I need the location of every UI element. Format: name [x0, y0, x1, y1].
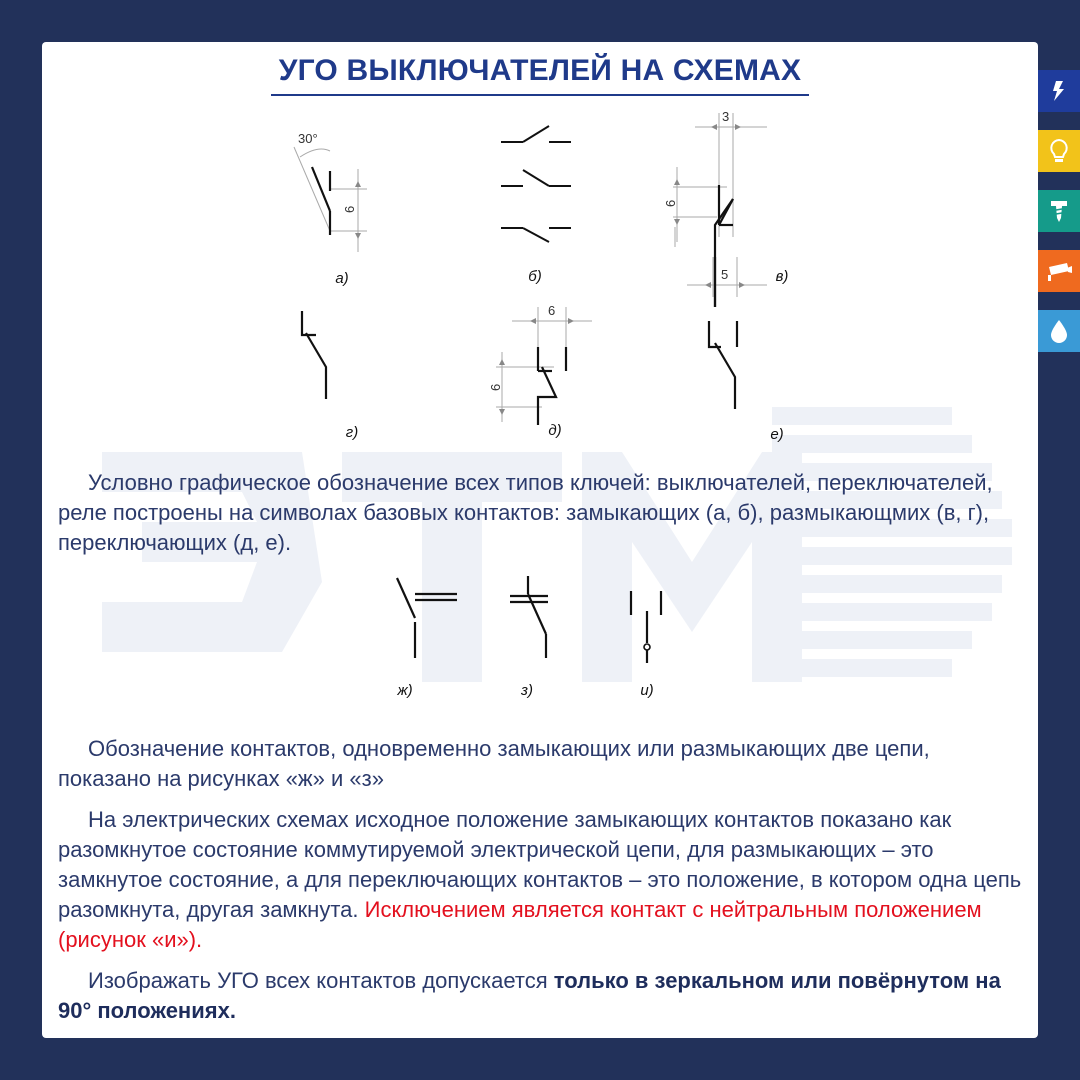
paragraph-mirroring-rule: [58, 966, 1024, 1026]
paragraph-contact-types: Условно графическое обозначение всех типов ключей: выключателей, переключателей, реле построены на символах базовых контактов: замыкающих (а, б), размыкающмих (в, г), переключающих (д, е).: [58, 470, 993, 555]
figure-i-neutral-contact: [617, 587, 677, 672]
figure-b-caption: б): [528, 268, 542, 285]
figure-e-changeover-contact: [697, 317, 757, 422]
angle-label: 30°: [298, 131, 318, 146]
paragraph-double-contacts: Обозначение контактов, одновременно замыкающих или размыкающих две цепи, показано на рисунках «ж» и «з»: [58, 736, 930, 791]
figure-z-double-contact: [502, 572, 582, 667]
mirroring-rule-emphasis: только в зеркальном или повёрнутом на 90° положениях.: [58, 968, 1001, 1023]
figure-b-closing-contacts: [497, 122, 587, 257]
tab-security[interactable]: [1038, 250, 1080, 292]
figure-zh-caption: ж): [397, 682, 413, 699]
figure-d-changeover-contact: [482, 297, 592, 432]
figure-v-opening-contact: [663, 107, 777, 302]
tab-electrical[interactable]: [1038, 70, 1080, 112]
initial-position-text: На электрических схемах исходное положение замыкающих контактов показано как разомкнутое состояние коммутируемой электрической цепи, для размыкающих – это замкнутое состояние, а для переключающих контактов – это положение, в котором одна цепь разомкнута, другая замкнута.: [58, 807, 1022, 922]
figure-v-caption: в): [775, 268, 789, 285]
tab-plumbing[interactable]: [1038, 310, 1080, 352]
content-card: [42, 42, 1038, 1038]
dimension-bottom-label: 5: [721, 267, 729, 282]
figure-i-caption: и): [640, 682, 654, 699]
dimension-top-label: 6: [548, 303, 556, 318]
tab-lighting[interactable]: [1038, 130, 1080, 172]
figure-g-opening-contact: [292, 307, 342, 412]
figure-g-caption: г): [345, 424, 359, 441]
lightning-icon: [1047, 79, 1071, 103]
figure-z-caption: з): [521, 682, 533, 699]
lightbulb-icon: [1047, 138, 1071, 164]
figure-e-caption: е): [770, 426, 784, 443]
figure-a-closing-contact: [282, 127, 382, 292]
dimension-side-label: 6: [488, 383, 503, 391]
figure-a-caption: а): [335, 270, 349, 287]
dimension-label: 6: [342, 205, 357, 213]
tab-fasteners[interactable]: [1038, 190, 1080, 232]
dimension-side-label: 6: [663, 199, 678, 207]
page-title: УГО ВЫКЛЮЧАТЕЛЕЙ НА СХЕМАХ: [42, 54, 1038, 96]
mirroring-rule-text: Изображать УГО всех контактов допускается: [88, 968, 554, 993]
dimension-top-label: 3: [722, 109, 730, 124]
exception-note: Исключением является контакт с нейтральным положением (рисунок «и»).: [58, 897, 982, 952]
figure-d-caption: д): [548, 422, 562, 439]
screw-icon: [1047, 198, 1071, 224]
figure-zh-double-contact: [387, 572, 467, 667]
security-camera-icon: [1045, 259, 1073, 283]
water-drop-icon: [1048, 318, 1070, 344]
paragraph-initial-position: [58, 805, 1024, 955]
